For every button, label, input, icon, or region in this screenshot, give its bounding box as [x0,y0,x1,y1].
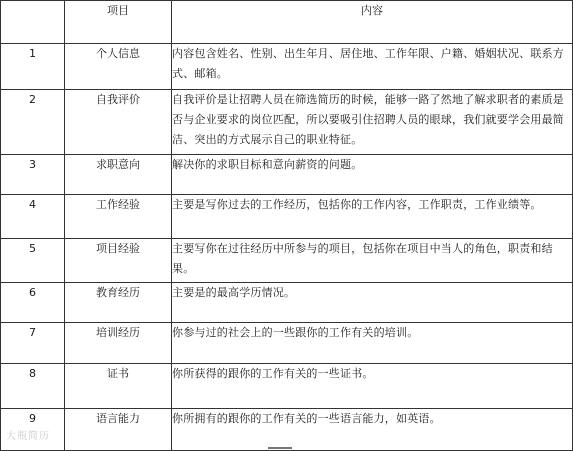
row-number: 4 [1,195,65,239]
row-content: 你参与过的社会上的一些跟你的工作有关的培训。 [172,323,573,364]
table-row [1,239,573,283]
row-item: 自我评价 [65,90,172,155]
row-content: 主要是写你过去的工作经历，包括你的工作内容，工作职责，工作业绩等。 [172,195,573,239]
row-item: 培训经历 [65,323,172,364]
row-number: 2 [1,90,65,155]
watermark: 大瓶简历 [6,431,50,442]
table-row [1,409,573,451]
row-number: 1 [1,44,65,90]
table-row [1,195,573,239]
row-number: 8 [1,364,65,409]
row-item: 项目经验 [65,239,172,283]
row-number: 3 [1,155,65,195]
header-content: 内容 [172,1,573,44]
row-item: 证书 [65,364,172,409]
row-content: 你所拥有的跟你的工作有关的一些语言能力，如英语。 [172,409,573,451]
row-content: 自我评价是让招聘人员在筛选简历的时候，能够一路了然地了解求职者的素质是否与企业要求的岗位匹配，所以要吸引住招聘人员的眼球，我们就要学会用最简洁、突出的方式展示自己的职业特征。 [172,90,573,155]
table-header-row [1,1,573,44]
row-content: 主要是的最高学历情况。 [172,283,573,323]
row-content: 主要写你在过往经历中所参与的项目，包括你在项目中当人的角色，职责和结果。 [172,239,573,283]
row-number: 5 [1,239,65,283]
header-number [1,1,65,44]
row-content: 解决你的求职目标和意向薪资的问题。 [172,155,573,195]
row-content: 内容包含姓名、性别、出生年月、居住地、工作年限、户籍、婚姻状况、联系方式、邮箱。 [172,44,573,90]
table-row [1,364,573,409]
table-row [1,44,573,90]
table-row [1,155,573,195]
row-item: 教育经历 [65,283,172,323]
table-row [1,283,573,323]
row-number: 7 [1,323,65,364]
table-row [1,323,573,364]
row-content: 你所获得的跟你的工作有关的一些证书。 [172,364,573,409]
table-row [1,90,573,155]
row-number: 9 [1,409,65,451]
header-item: 项目 [65,1,172,44]
row-item: 语言能力 [65,409,172,451]
row-item: 个人信息 [65,44,172,90]
row-item: 工作经验 [65,195,172,239]
row-number: 6 [1,283,65,323]
row-item: 求职意向 [65,155,172,195]
